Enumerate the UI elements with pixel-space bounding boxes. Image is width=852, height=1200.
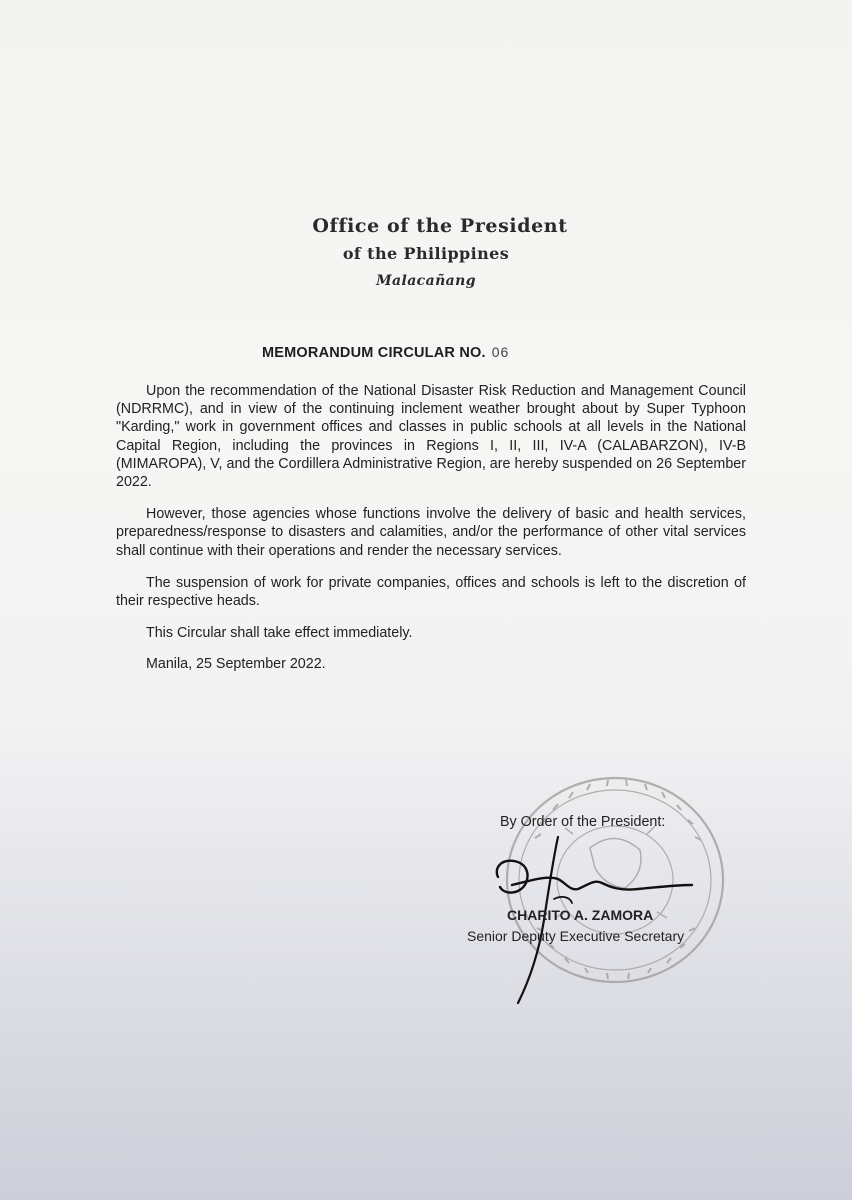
memorandum-title xyxy=(262,344,509,361)
paragraph-private-sector: The suspension of work for private companies, offices and schools is left to the discretion of their respective heads. xyxy=(116,574,746,610)
letterhead-location: Malacañang xyxy=(376,273,476,289)
paragraph-date: Manila, 25 September 2022. xyxy=(146,656,326,673)
letterhead xyxy=(0,213,852,292)
paragraph-exemptions: However, those agencies whose functions involve the delivery of basic and health services, preparedness/response to disasters and calamities, and/or the performance of other vital services shall continue with their operations and render the necessary services. xyxy=(116,506,746,559)
letterhead-country: of the Philippines xyxy=(342,244,510,263)
signatory-name: CHARITO A. ZAMORA xyxy=(507,907,654,923)
paragraph-recommendation: Upon the recommendation of the National Disaster Risk Reduction and Management Council (NDRRMC), and in view of the continuing inclement weather brought about by Super Typhoon "Karding," work in government offices and classes in public schools at all levels in the National Capital Region, including the provinces in Regions I, II, III, IV-A (CALABARZON), IV-B (MIMAROPA), V, and the Cordillera Administrative Region, are hereby suspended on 26 September 2022. xyxy=(116,383,746,491)
memorandum-body xyxy=(116,382,746,687)
memorandum-title-text: MEMORANDUM CIRCULAR NO. xyxy=(262,345,486,361)
letterhead-office: Office of the President xyxy=(312,215,568,237)
by-order-line: By Order of the President: xyxy=(500,814,666,830)
memorandum-number: 06 xyxy=(491,344,510,360)
paragraph-effectivity: This Circular shall take effect immediately. xyxy=(146,625,413,642)
signatory-title: Senior Deputy Executive Secretary xyxy=(467,928,685,944)
